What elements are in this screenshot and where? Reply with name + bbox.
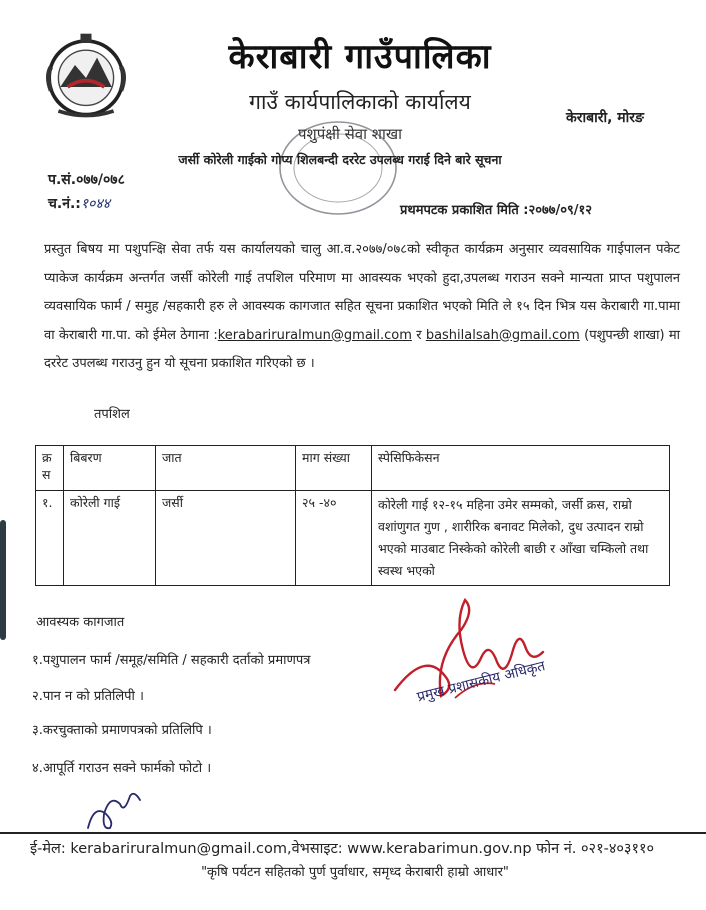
specification-table (35, 445, 670, 586)
officer-signature-icon (385, 580, 555, 720)
office-location: केराबारी, मोरङ (566, 110, 644, 126)
signatory-title: प्रमुख प्रशासकीय अधिकृत (415, 658, 547, 706)
branch-name: पशुपंक्षी सेवा शाखा (297, 125, 403, 143)
column-header-item: बिबरण (64, 446, 156, 491)
office-stamp-icon (268, 113, 408, 223)
cell-item: कोरेली गाई (64, 491, 156, 586)
column-header-breed: जात (156, 446, 296, 491)
publication-date (400, 200, 592, 218)
reference-number (48, 170, 125, 189)
email-link-secondary[interactable]: bashilalsah@gmail.com (425, 327, 580, 343)
body-text-part2: (पशुपन्छी शाखा) मा दररेट उपलब्ध गराउनु हुन यो सूचना प्रकाशित गरिएको छ । (44, 327, 680, 371)
publication-date-label: प्रथमपटक प्रकाशित मिति : (400, 203, 529, 218)
government-emblem-icon (40, 30, 132, 122)
cell-quantity: २५ -४० (296, 491, 372, 586)
body-connector: र (411, 327, 426, 343)
dispatch-number (48, 194, 110, 213)
notice-body (44, 236, 680, 379)
column-header-sn: क्र स (36, 446, 64, 491)
cell-specification: कोरेली गाई १२-१५ महिना उमेर सम्मको, जर्सी क्रस, राम्रो वशांणुगत गुण , शारीरिक बनावट मिलेको, दुध उत्पादन राम्रो भएको माउबाट निस्केको कोरेली बाछी र आँखा चम्किलो तथा स्वस्थ भएको (372, 491, 670, 586)
dispatch-label: च.नं.: (48, 196, 81, 212)
cell-breed: जर्सी (156, 491, 296, 586)
body-text-part1: प्रस्तुत बिषय मा पशुपन्क्षि सेवा तर्फ यस कार्यालयको चालु आ.व.२०७७/०७८को स्वीकृत कार्यक्रम अनुसार व्यवसायिक गाईपालन पकेट प्याकेज कार्यक्रम अन्तर्गत जर्सी कोरेली गाई तपशिल परिमाण मा आवस्यक भएको हुदा,उपलब्ध गराउन सक्ने मान्यता प्राप्त पशुपालन व्यवसायिक फार्म / समुह /सहकारी हरु ले आवस्यक कागजात सहित सूचना प्रकाशित भएको मिति ले १५ दिन भित्र यस केराबारी गा.पामा वा केराबारी गा.पा. को ईमेल ठेगाना : (44, 242, 680, 343)
schedule-heading: तपशिल (94, 407, 130, 422)
required-documents-heading: आवस्यक कागजात (36, 615, 125, 630)
dispatch-value: १०४४ (80, 196, 111, 212)
column-header-quantity: माग संख्या (296, 446, 372, 491)
reference-value: ०७७/०७८ (76, 172, 125, 188)
table-header-row (36, 446, 670, 491)
notice-subject: जर्सी कोरेली गाईको गोप्य शिलबन्दी दररेट उपलब्ध गराई दिने बारे सूचना (178, 152, 502, 167)
initials-signature-icon (80, 784, 150, 834)
column-header-specification: स्पेसिफिकेसन (372, 446, 670, 491)
binding-mark (0, 520, 6, 640)
footer-divider (0, 832, 706, 834)
cell-sn: १. (36, 491, 64, 586)
footer-slogan: "कृषि पर्यटन सहितको पुर्ण पुर्वाधार, समृध्द केराबारी हाम्रो आधार" (201, 865, 509, 880)
reference-label: प.सं. (48, 172, 77, 188)
list-item: १.पशुपालन फार्म /समूह/समिति / सहकारी दर्ताको प्रमाणपत्र (32, 653, 311, 668)
email-link-primary[interactable]: kerabariruralmun@gmail.com (217, 327, 412, 343)
footer-contact: ई-मेल: kerabariruralmun@gmail.com,वेभसाइट: www.kerabarimun.gov.np फोन नं. ०२१-४०३११० (30, 841, 655, 857)
office-name: केराबारी गाउँपालिका (228, 37, 492, 77)
list-item: २.पान न को प्रतिलिपी । (32, 689, 144, 704)
list-item: ३.करचुक्ताको प्रमाणपत्रको प्रतिलिपि । (32, 723, 212, 738)
office-subtitle: गाउँ कार्यपालिकाको कार्यालय (249, 90, 471, 114)
publication-date-value: २०७७/०९/१२ (528, 203, 593, 218)
list-item: ४.आपूर्ति गराउन सक्ने फार्मको फोटो । (32, 761, 212, 776)
table-row (36, 491, 670, 586)
